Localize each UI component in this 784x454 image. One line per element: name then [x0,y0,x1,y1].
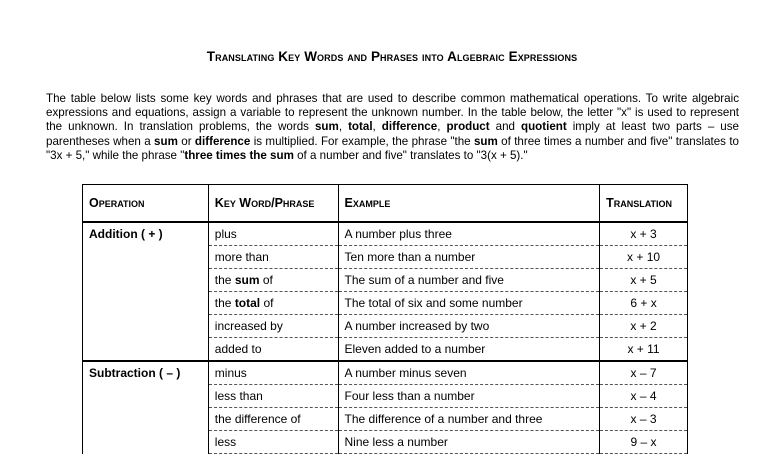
operation-cell-empty [83,338,209,362]
table-row [83,246,688,269]
table-row [83,292,688,315]
example-cell: A number increased by two [338,315,600,338]
operation-cell-empty [83,292,209,315]
keyword-cell: the difference of [208,408,338,431]
table-header-row [83,185,688,223]
subtraction-group [83,361,688,454]
operation-label-addition: Addition ( + ) [83,222,209,246]
operation-cell-empty [83,269,209,292]
operation-cell-empty [83,315,209,338]
translation-cell: x – 4 [600,385,688,408]
operation-label-subtraction: Subtraction ( – ) [83,361,209,385]
table-row [83,338,688,362]
operation-cell-empty [83,246,209,269]
document-title: Translating Key Words and Phrases into Algebraic Expressions [206,49,578,64]
table-row [83,361,688,385]
header-translation: Translation [600,185,688,223]
example-cell: A number plus three [338,222,600,246]
keyword-cell: increased by [208,315,338,338]
keyword-cell: less [208,431,338,454]
operation-cell-empty [83,408,209,431]
keyword-cell: more than [208,246,338,269]
keyword-cell: minus [208,361,338,385]
example-cell: Four less than a number [338,385,600,408]
keyword-cell: added to [208,338,338,362]
operation-cell-empty [83,385,209,408]
table-row [83,431,688,454]
operation-cell-empty [83,431,209,454]
keyword-cell: less than [208,385,338,408]
example-cell: The total of six and some number [338,292,600,315]
keyword-cell: the sum of [208,269,338,292]
example-cell: A number minus seven [338,361,600,385]
translation-cell: x – 7 [600,361,688,385]
table-row [83,222,688,246]
translation-cell: x + 2 [600,315,688,338]
header-keyword: Key Word/Phrase [208,185,338,223]
translation-cell: x + 10 [600,246,688,269]
table-row [83,385,688,408]
example-cell: The difference of a number and three [338,408,600,431]
keyword-table [82,184,688,454]
translation-cell: 9 – x [600,431,688,454]
keyword-cell: the total of [208,292,338,315]
header-operation: Operation [83,185,209,223]
example-cell: Nine less a number [338,431,600,454]
translation-cell: x + 5 [600,269,688,292]
intro-paragraph: The table below lists some key words and phrases that are used to describe common mathematical operations. To write algebraic expressions and equations, assign a variable to represent the unknown number. In the table below, the letter "x" is used to represent the unknown. In translation problems, the words sum, total, difference, product and quotient imply at least two parts – use parentheses when a sum or difference is multiplied. For example, the phrase "the sum of three times a number and five" translates to "3x + 5," while the phrase "three times the sum of a number and five" translates to "3(x + 5)." [46,91,739,163]
translation-cell: x + 11 [600,338,688,362]
example-cell: Eleven added to a number [338,338,600,362]
addition-group [83,222,688,361]
table-row [83,315,688,338]
header-example: Example [338,185,600,223]
table-row [83,408,688,431]
example-cell: The sum of a number and five [338,269,600,292]
translation-cell: x – 3 [600,408,688,431]
keyword-cell: plus [208,222,338,246]
translation-cell: x + 3 [600,222,688,246]
table-row [83,269,688,292]
translation-cell: 6 + x [600,292,688,315]
example-cell: Ten more than a number [338,246,600,269]
